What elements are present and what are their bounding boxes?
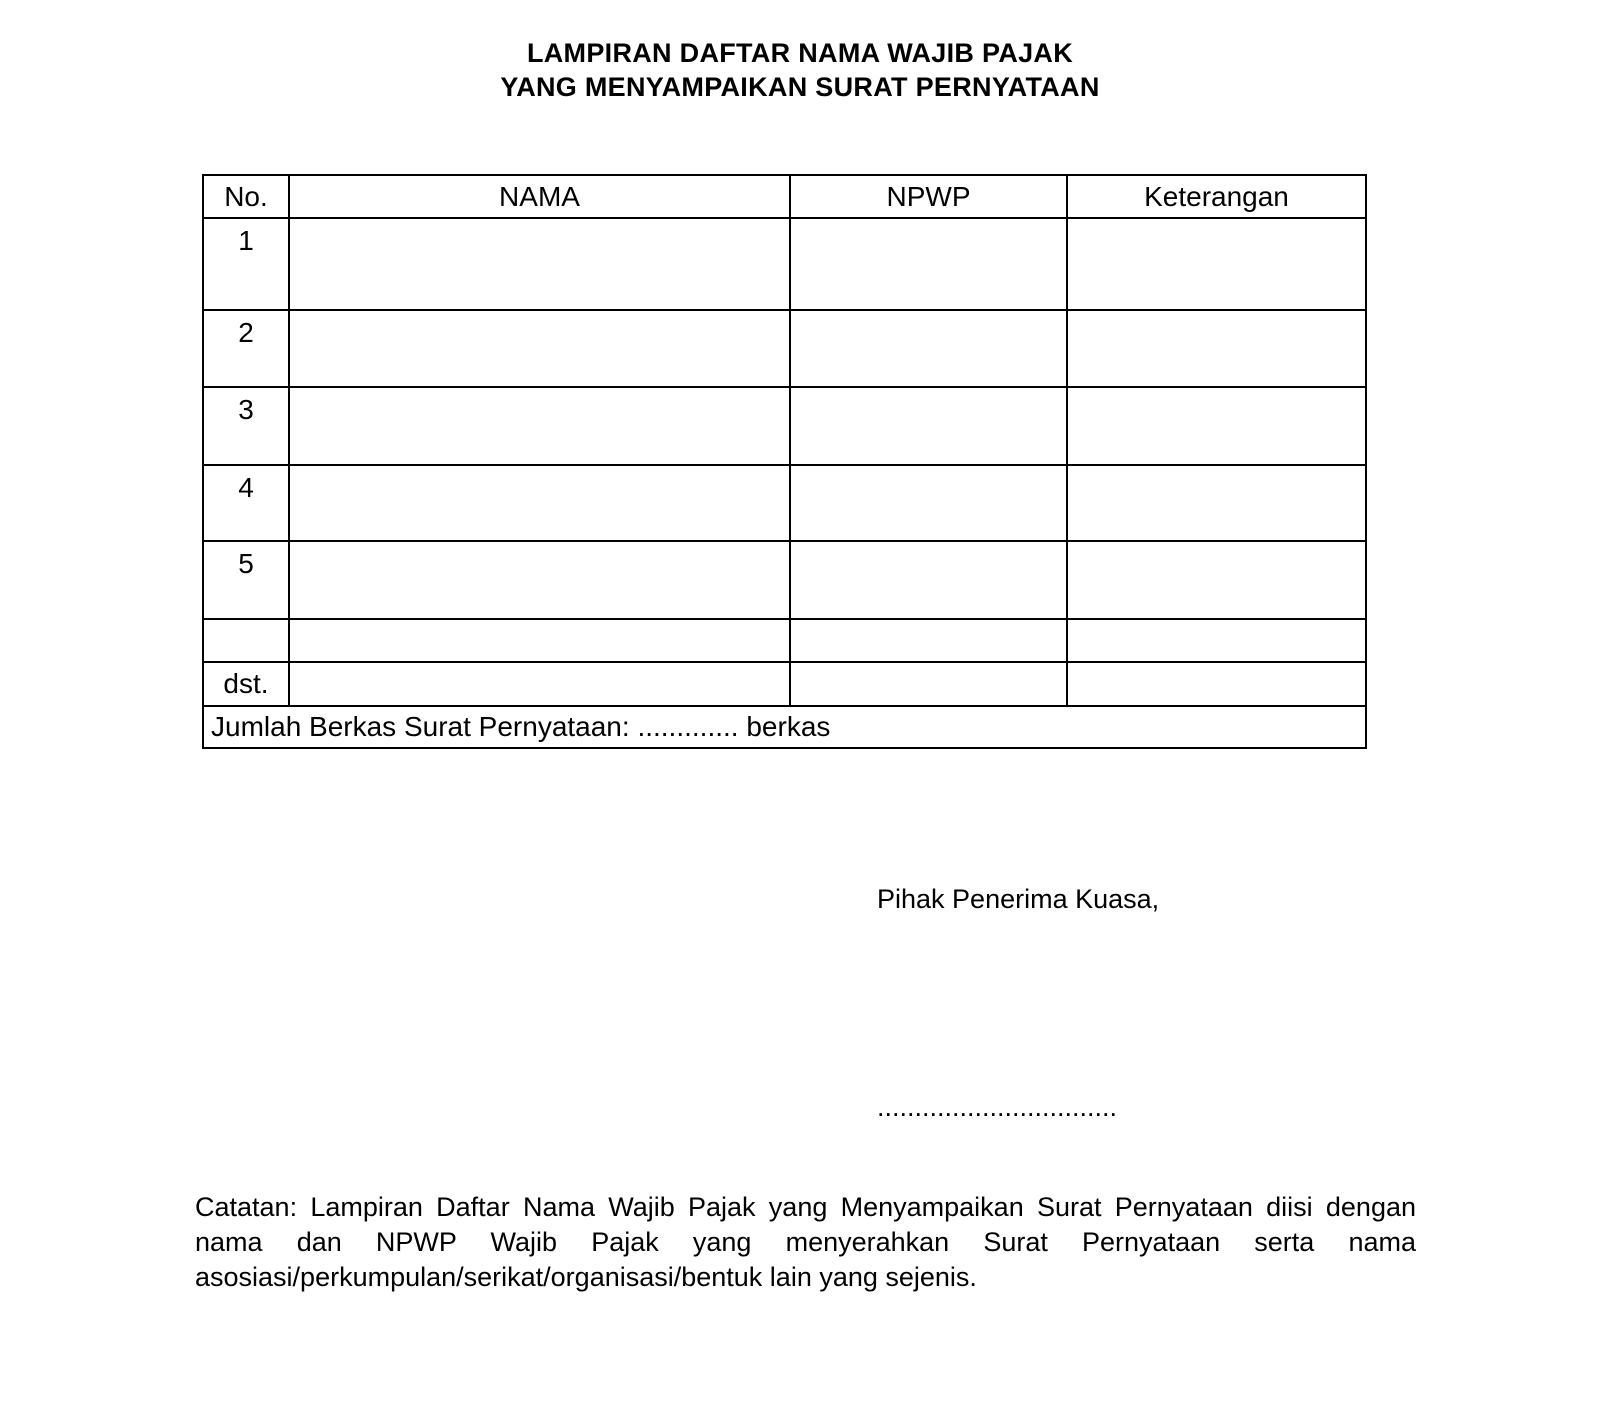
keterangan-cell — [1067, 218, 1366, 310]
nama-cell — [289, 387, 790, 465]
npwp-cell — [790, 218, 1067, 310]
total-row — [203, 706, 1366, 748]
nama-cell — [289, 465, 790, 541]
npwp-cell — [790, 387, 1067, 465]
row-number: 5 — [203, 541, 289, 619]
table-row — [203, 465, 1366, 541]
row-number: dst. — [203, 662, 289, 706]
nama-cell — [289, 662, 790, 706]
column-header-nama: NAMA — [289, 175, 790, 218]
signature-name-placeholder: ................................ — [877, 1092, 1118, 1122]
row-number: 1 — [203, 218, 289, 310]
nama-cell — [289, 218, 790, 310]
column-header-keterangan: Keterangan — [1067, 175, 1366, 218]
keterangan-cell — [1067, 465, 1366, 541]
npwp-cell — [790, 662, 1067, 706]
keterangan-cell — [1067, 662, 1366, 706]
npwp-cell — [790, 619, 1067, 662]
npwp-cell — [790, 465, 1067, 541]
row-number: 2 — [203, 310, 289, 387]
document-title-line-2: YANG MENYAMPAIKAN SURAT PERNYATAAN — [500, 72, 1100, 102]
keterangan-cell — [1067, 310, 1366, 387]
table-row — [203, 387, 1366, 465]
table-row — [203, 310, 1366, 387]
keterangan-cell — [1067, 541, 1366, 619]
column-header-no: No. — [203, 175, 289, 218]
table-row — [203, 541, 1366, 619]
nama-cell — [289, 310, 790, 387]
table-row — [203, 619, 1366, 662]
nama-cell — [289, 619, 790, 662]
column-header-npwp: NPWP — [790, 175, 1067, 218]
npwp-cell — [790, 310, 1067, 387]
total-berkas-cell: Jumlah Berkas Surat Pernyataan: ............. berkas — [203, 706, 1366, 748]
row-number: 3 — [203, 387, 289, 465]
taxpayer-list-table — [202, 174, 1367, 749]
keterangan-cell — [1067, 387, 1366, 465]
table-header-row — [203, 175, 1366, 218]
note-paragraph: Catatan: Lampiran Daftar Nama Wajib Pajak yang Menyampaikan Surat Pernyataan diisi dengan nama dan NPWP Wajib Pajak yang menyerahkan Surat Pernyataan serta nama asosiasi/perkumpulan/serikat/organisasi/bentuk lain yang sejenis. — [195, 1192, 1416, 1292]
table-row — [203, 218, 1366, 310]
row-number — [203, 619, 289, 662]
npwp-cell — [790, 541, 1067, 619]
row-number: 4 — [203, 465, 289, 541]
signature-label: Pihak Penerima Kuasa, — [877, 884, 1160, 914]
keterangan-cell — [1067, 619, 1366, 662]
table-row — [203, 662, 1366, 706]
nama-cell — [289, 541, 790, 619]
document-title-line-1: LAMPIRAN DAFTAR NAMA WAJIB PAJAK — [526, 38, 1074, 68]
